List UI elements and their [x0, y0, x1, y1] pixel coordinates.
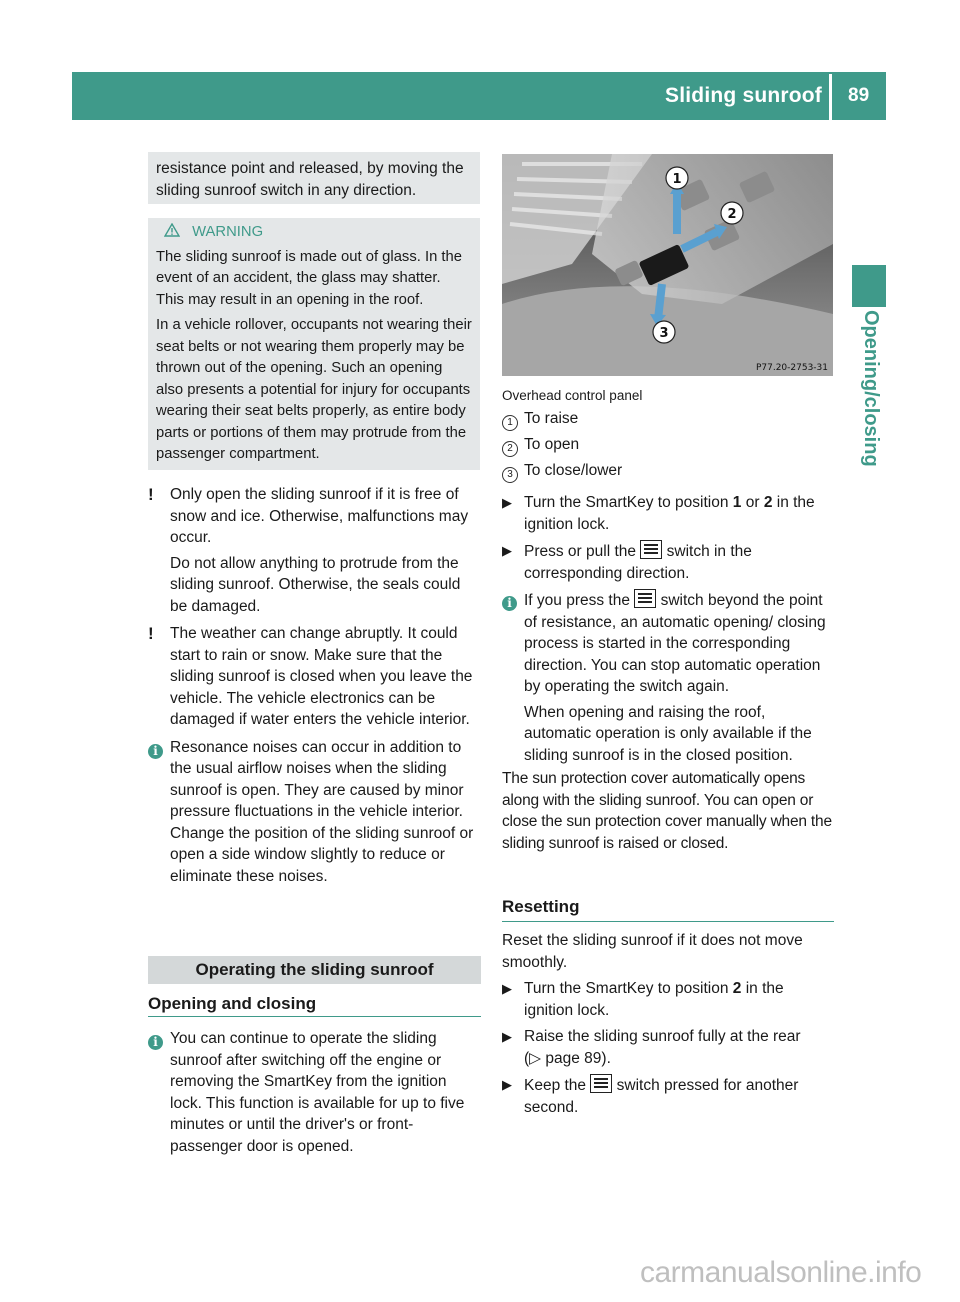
warning-triangle-icon [164, 223, 180, 237]
reset-step-3: ▶ Keep the switch pressed for another second. [502, 1074, 834, 1118]
reset-step-1: ▶ Turn the SmartKey to position 2 in the ignition lock. [502, 980, 784, 1019]
step-arrow-icon: ▶ [502, 543, 512, 558]
warning-heading [164, 222, 472, 244]
note-caution-1-text-b: Do not allow anything to protrude from the sliding sunroof. Otherwise, the seals could be damaged. [170, 554, 461, 615]
note-caution-2 [148, 623, 481, 731]
reset-intro: Reset the sliding sunroof if it does not move smoothly. [502, 932, 803, 971]
info-note-resonance [148, 737, 481, 888]
callout-number: 1 [502, 415, 518, 431]
image-callout-1: 1 [672, 172, 682, 187]
step-turn-key: ▶ Turn the SmartKey to position 1 or 2 in the ignition lock. [502, 494, 815, 533]
intro-text: resistance point and released, by moving the sliding sunroof switch in any direction. [156, 160, 464, 199]
warning-paragraph-2: In a vehicle rollover, occupants not wearing their seat belts or not wearing them properly may be thrown out of the opening. Such an opening also presents a potential for injury for occupants wearing their seat belts properly, as entire body parts or portions of them may protrude from the passenger compartment. [156, 317, 472, 462]
info-note-resonance-text: Resonance noises can occur in addition to the usual airflow noises when the sliding sunroof is open. They are caused by minor pressure fluctuations in the vehicle interior. Change the position of the sliding sunroof or open a side window slightly to reduce or eliminate these noises. [170, 738, 474, 885]
legend-text: To raise [524, 410, 579, 427]
exclamation-icon: ! [148, 624, 154, 643]
watermark: carmanualsonline.info [640, 1256, 922, 1289]
info-note-automatic-text-2: When opening and raising the roof, automatic operation is only available if the sliding sunroof is in the closed position. [524, 703, 812, 764]
sunroof-switch-icon [634, 589, 656, 608]
page-title: Sliding sunroof [665, 84, 822, 107]
side-tab [852, 310, 886, 610]
image-code: P77.20-2753-31 [755, 363, 828, 373]
page-reference-link[interactable]: (▷ page 89). [524, 1049, 611, 1067]
overhead-panel-image [502, 154, 833, 376]
info-icon: i [502, 596, 517, 611]
info-note-automatic: i If you press the switch beyond the point of resistance, an automatic opening/ closing process is started in the corresponding direction. You can stop automatic operation by operating the switch again. When opening and raising the roof, automatic operation is only available if the sliding sunroof is in the closed position. [502, 589, 834, 766]
warning-paragraph-1: The sliding sunroof is made out of glass. In the event of an accident, the glass may shatter. This may result in an opening in the roof. [156, 248, 462, 308]
reset-step-2: ▶ Raise the sliding sunroof fully at the rear (▷ page 89). [502, 1028, 801, 1067]
sunroof-switch-icon [590, 1074, 612, 1093]
resetting-body [502, 930, 834, 1118]
step-arrow-icon: ▶ [502, 1077, 512, 1092]
info-note-continue [148, 1028, 481, 1157]
step-arrow-icon: ▶ [502, 1029, 512, 1044]
image-callout-2: 2 [727, 207, 737, 222]
legend-text: To close/lower [524, 462, 623, 479]
subheading-resetting: Resetting [502, 897, 834, 922]
note-caution-1-text-a: Only open the sliding sunroof if it is free of snow and ice. Otherwise, malfunctions may occur. [170, 486, 469, 546]
info-icon: i [148, 744, 163, 759]
step-press-switch: ▶ Press or pull the switch in the corresponding direction. [502, 540, 834, 584]
note-caution-1 [148, 484, 481, 617]
legend-item [502, 408, 834, 434]
right-body [502, 386, 834, 854]
image-callout-3: 3 [659, 326, 669, 341]
sun-protection-paragraph: The sun protection cover automatically opens along with the sliding sunroof. You can open or close the sun protection cover manually when the sliding sunroof is raised or closed. [502, 770, 832, 852]
note-caution-2-text: The weather can change abruptly. It could start to rain or snow. Make sure that the sliding sunroof is closed when you leave the vehicle. The vehicle electronics can be damaged if water enters the vehicle interior. [170, 625, 473, 728]
side-tab-marker [852, 265, 886, 307]
header-divider [829, 74, 832, 120]
legend-list [502, 408, 834, 486]
left-body [148, 484, 481, 887]
subheading-opening-closing: Opening and closing [148, 994, 481, 1017]
legend-item [502, 434, 834, 460]
legend-item [502, 460, 834, 486]
callout-number: 2 [502, 441, 518, 457]
section-heading: Operating the sliding sunroof [148, 956, 481, 984]
page-number: 89 [848, 85, 870, 106]
callout-number: 3 [502, 467, 518, 483]
warning-box [148, 218, 480, 470]
sunroof-switch-icon [640, 540, 662, 559]
intro-box [148, 152, 480, 204]
step-arrow-icon: ▶ [502, 981, 512, 996]
info-icon: i [148, 1035, 163, 1050]
warning-title: WARNING [192, 224, 264, 240]
step-arrow-icon: ▶ [502, 495, 512, 510]
side-tab-label: Opening/closing [860, 310, 882, 467]
info-note-continue-text: You can continue to operate the sliding sunroof after switching off the engine or removing the SmartKey from the ignition lock. This function is available for up to five minutes or until the driver's or front-passenger door is opened. [170, 1030, 465, 1155]
exclamation-icon: ! [148, 485, 154, 504]
image-caption: Overhead control panel [502, 388, 643, 403]
legend-text: To open [524, 436, 580, 453]
